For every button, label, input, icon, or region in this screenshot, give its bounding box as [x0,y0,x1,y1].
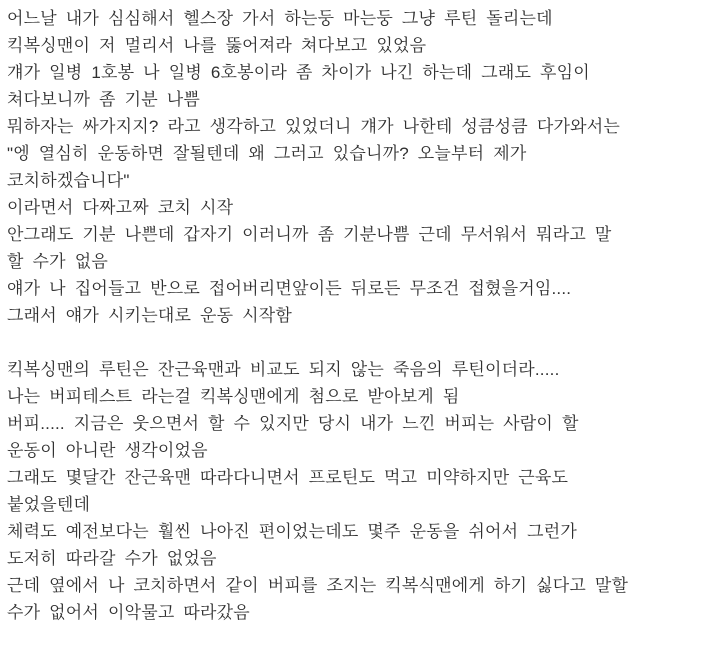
text-line: 걔가 일병 1호봉 나 일병 6호봉이라 좀 차이가 나긴 하는데 그래도 후임이 [7,63,590,82]
text-line: 수가 없어서 이악물고 따라갔음 [7,603,250,622]
text-line: 체력도 예전보다는 훨씬 나아진 편이었는데도 몇주 운동을 쉬어서 그런가 [7,522,578,541]
text-line: 나는 버피테스트 라는걸 킥복싱맨에게 첨으로 받아보게 됨 [7,387,460,406]
blank-line [7,329,697,356]
text-line: 근데 옆에서 나 코치하면서 같이 버피를 조지는 킥복식맨에게 하기 싫다고 말할 [7,576,629,595]
text-line: 안그래도 기분 나쁜데 갑자기 이러니까 좀 기분나쁨 근데 무서워서 뭐라고 말 [7,225,612,244]
text-line: "엥 열심히 운동하면 잘될텐데 왜 그러고 있습니까? 오늘부터 제가 [7,144,527,163]
text-line: 운동이 아니란 생각이었음 [7,441,208,460]
text-line: 킥복싱맨이 저 멀리서 나를 뚫어져라 쳐다보고 있었음 [7,36,427,55]
text-line: 그래서 얘가 시키는대로 운동 시작함 [7,306,293,325]
text-line: 이라면서 다짜고짜 코치 시작 [7,198,234,217]
text-line: 킥복싱맨의 루틴은 잔근육맨과 비교도 되지 않는 죽음의 루틴이더라..... [7,360,560,379]
text-line: 쳐다보니까 좀 기분 나쁨 [7,90,200,109]
text-line: 코치하겠습니다" [7,171,130,190]
text-line: 얘가 나 집어들고 반으로 접어버리면앞이든 뒤로든 무조건 접혔을거임.... [7,279,572,298]
text-line: 도저히 따라갈 수가 없었음 [7,549,217,568]
text-line: 할 수가 없음 [7,252,108,271]
text-line: 뭐하자는 싸가지지? 라고 생각하고 있었더니 걔가 나한테 성큼성큼 다가와서는 [7,117,620,136]
text-line: 어느날 내가 심심해서 헬스장 가서 하는둥 마는둥 그냥 루틴 돌리는데 [7,9,553,28]
text-line: 그래도 몇달간 잔근육맨 따라다니면서 프로틴도 먹고 미약하지만 근육도 [7,468,569,487]
text-line: 버피..... 지금은 웃으면서 할 수 있지만 당시 내가 느낀 버피는 사람이 할 [7,414,579,433]
text-line: 붙었을텐데 [7,495,91,514]
